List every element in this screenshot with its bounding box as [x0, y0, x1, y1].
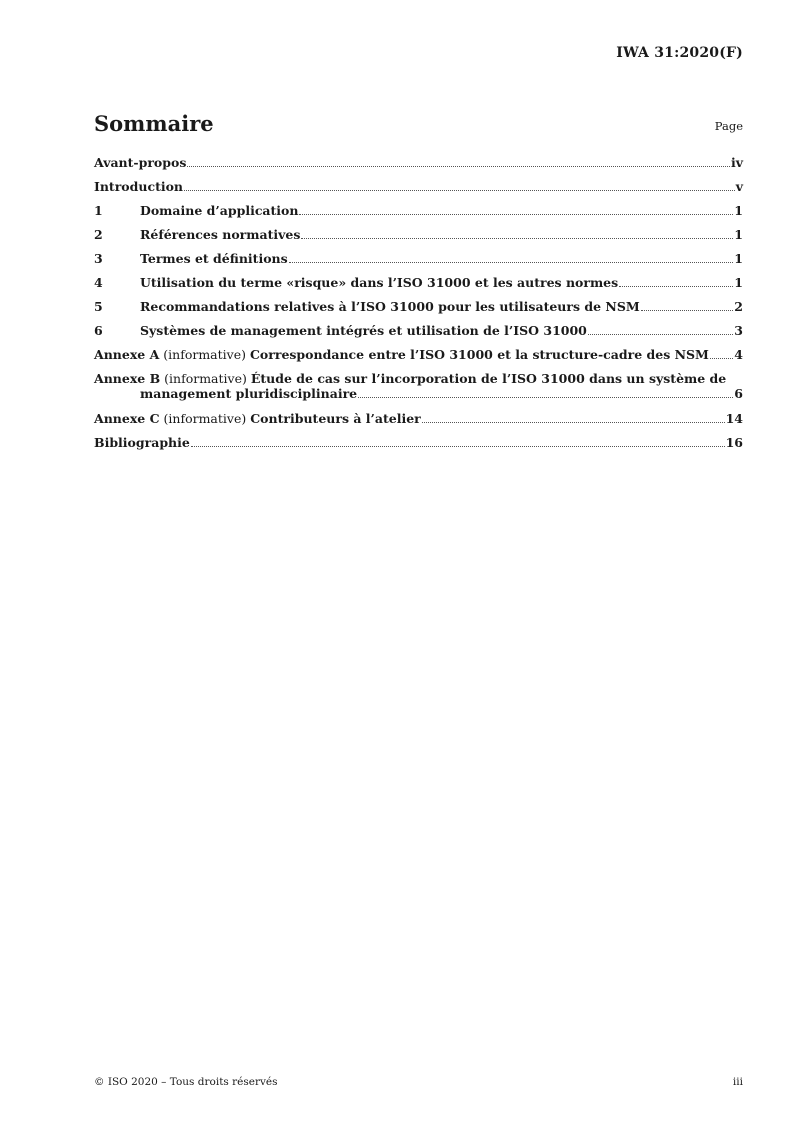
toc-entry-section-1[interactable] [94, 203, 743, 218]
toc-entry-introduction[interactable] [94, 179, 743, 194]
toc-page: 1 [734, 251, 743, 266]
toc-entry-section-2[interactable] [94, 227, 743, 242]
annex-prefix: Annexe A [94, 347, 160, 362]
toc-number: 2 [94, 227, 103, 242]
toc-number: 5 [94, 299, 103, 314]
toc-page: 14 [725, 411, 743, 426]
toc-label: Contributeurs à l’atelier [250, 411, 421, 426]
toc-entry-section-5[interactable] [94, 299, 743, 314]
toc-label-line-1: Étude de cas sur l’incorporation de l’ISO 31000 dans un système de [250, 371, 727, 386]
toc-entry-section-3[interactable] [94, 251, 743, 266]
annex-prefix: Annexe B [94, 371, 161, 386]
footer-page-number: iii [732, 1076, 743, 1088]
title-row [94, 111, 743, 141]
dot-leader [588, 334, 733, 335]
annex-prefix: Annexe C [94, 411, 160, 426]
annex-qualifier: (informative) [164, 371, 247, 386]
toc-page: 16 [725, 435, 743, 450]
toc-label: Introduction [94, 179, 184, 194]
toc-page: 3 [734, 323, 743, 338]
document-reference: IWA 31:2020(F) [616, 45, 743, 61]
toc-page: 1 [734, 275, 743, 290]
footer-copyright: © ISO 2020 – Tous droits réservés [94, 1076, 278, 1088]
toc-number: 6 [94, 323, 103, 338]
toc-page: iv [730, 155, 743, 170]
dot-leader [187, 166, 730, 167]
toc-entry-annex-b[interactable] [94, 371, 743, 401]
toc-page: 2 [734, 299, 743, 314]
toc-number: 4 [94, 275, 103, 290]
toc-entry-bibliography[interactable] [94, 435, 743, 450]
toc-page: 1 [734, 227, 743, 242]
dot-leader [358, 397, 733, 398]
toc-label: Correspondance entre l’ISO 31000 et la structure-cadre des NSM [249, 347, 709, 362]
toc-label: Avant-propos [94, 155, 187, 170]
dot-leader [299, 214, 733, 215]
toc-entry-annex-a[interactable] [94, 347, 743, 362]
dot-leader [301, 238, 733, 239]
annex-qualifier: (informative) [163, 347, 246, 362]
toc-label: Domaine d’application [140, 203, 299, 218]
toc-entry-annex-c[interactable] [94, 411, 743, 426]
toc-page: 4 [734, 347, 743, 362]
toc-page: v [735, 179, 743, 194]
toc-label: Systèmes de management intégrés et utilisation de l’ISO 31000 [140, 323, 587, 338]
dot-leader [191, 446, 725, 447]
toc-entry-section-4[interactable] [94, 275, 743, 290]
toc-label: Termes et définitions [140, 251, 288, 266]
toc-entry-section-6[interactable] [94, 323, 743, 338]
annex-qualifier: (informative) [163, 411, 247, 426]
dot-leader [641, 310, 734, 311]
toc-page: 6 [734, 386, 743, 401]
toc-label-line-2: management pluridisciplinaire [140, 386, 358, 401]
dot-leader [619, 286, 733, 287]
toc-number: 3 [94, 251, 103, 266]
toc-page: 1 [734, 203, 743, 218]
toc-label: Recommandations relatives à l’ISO 31000 pour les utilisateurs de NSM [140, 299, 640, 314]
dot-leader [289, 262, 734, 263]
page-title: Sommaire [94, 111, 214, 136]
page-column-label: Page [714, 119, 743, 133]
dot-leader [184, 190, 735, 191]
dot-leader [422, 422, 725, 423]
toc-label: Utilisation du terme «risque» dans l’ISO 31000 et les autres normes [140, 275, 619, 290]
toc-number: 1 [94, 203, 103, 218]
dot-leader [710, 358, 733, 359]
toc-label: Références normatives [140, 227, 301, 242]
toc-entry-foreword[interactable] [94, 155, 743, 170]
toc-label: Bibliographie [94, 435, 190, 450]
